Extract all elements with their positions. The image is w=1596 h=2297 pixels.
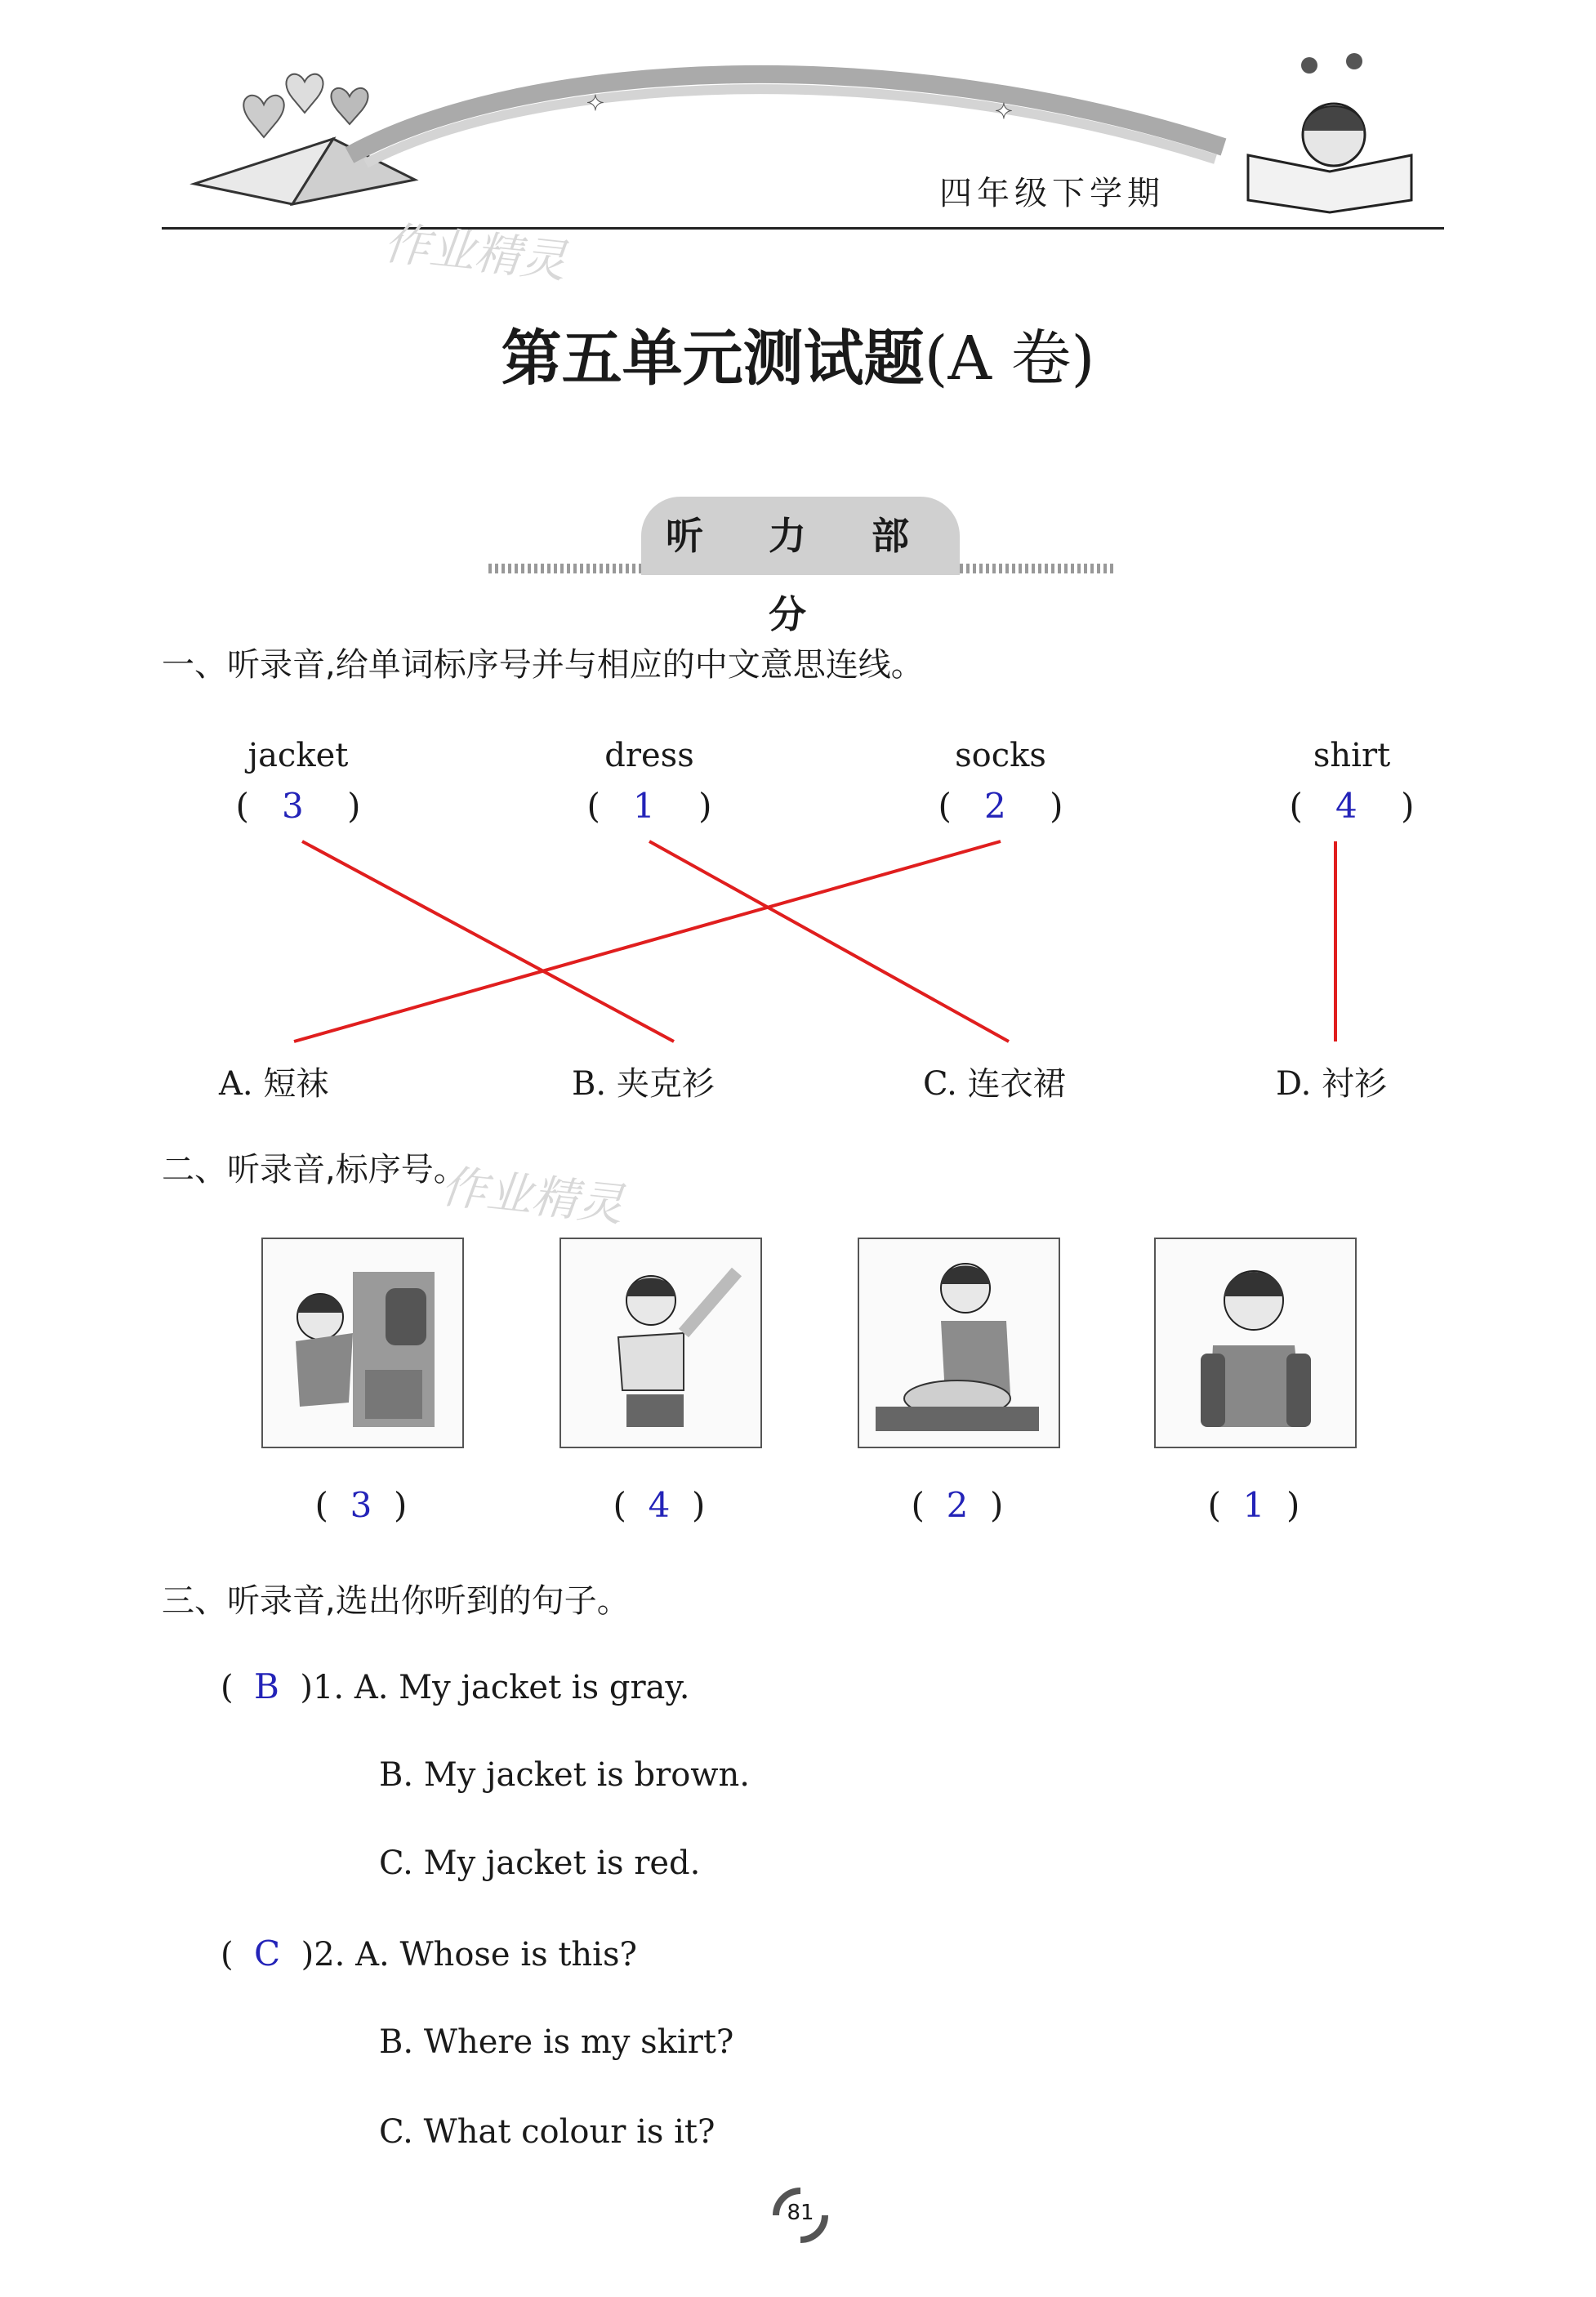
watermark: 作业精灵 [381,216,569,289]
boy-with-backpack-at-cabinet-icon [261,1238,464,1448]
heart-balloons-icon [243,74,368,137]
grade-label: 四年级下学期 [939,175,1165,212]
q1-answer: 4 [1335,786,1357,826]
q1-answer: 3 [281,786,304,826]
q1-word: dress [604,737,694,774]
q1-meaning: C. 连衣裙 [923,1065,1066,1103]
q3-number: )2. [301,1936,346,1974]
q1-heading: 一、听录音,给单词标序号并与相应的中文意思连线。 [162,646,924,684]
q3-option: B. My jacket is brown. [379,1756,751,1794]
q3-heading: 三、听录音,选出你听到的句子。 [162,1582,630,1620]
banner-dots-left [488,564,644,573]
q1-answer-box[interactable]: ( 4 ) [1289,786,1415,826]
q1-answer-box[interactable]: ( 2 ) [938,786,1063,826]
q1-answer-box[interactable]: ( 3 ) [235,786,361,826]
q2-answer-box[interactable]: ( 2 ) [911,1485,1004,1525]
q1-meaning: D. 衬衫 [1276,1065,1388,1103]
banner-dots-right [960,564,1115,573]
q3-item-1: ( B )1. A. My jacket is gray. [221,1666,690,1706]
q1-match-line [649,841,1009,1041]
q3-number: )1. [300,1669,345,1706]
q1-answer: 2 [983,786,1006,826]
q1-word: socks [955,737,1046,774]
star-icon: ✦ [586,91,604,116]
q1-word: jacket [247,737,349,774]
q3-option: B. Where is my skirt? [379,2023,734,2061]
title-main: 第五单元测试题 [501,323,925,394]
q3-option: A. Whose is this? [355,1936,637,1974]
q2-answer-box[interactable]: ( 3 ) [314,1485,408,1525]
header-rule [162,227,1444,230]
q1-answer-box[interactable]: ( 1 ) [586,786,712,826]
boy-washing-clothes-icon [858,1238,1060,1448]
q2-answer: 1 [1242,1485,1265,1525]
q3-option: C. What colour is it? [379,2113,716,2151]
q2-answer-box[interactable]: ( 4 ) [613,1485,706,1525]
watermark: 作业精灵 [438,1160,626,1233]
q2-answer-box[interactable]: ( 1 ) [1207,1485,1300,1525]
section-banner: 听 力 部 分 [641,497,960,575]
q3-answer[interactable]: B [254,1666,279,1706]
q3-option: C. My jacket is red. [379,1844,701,1882]
page-number: 81 [787,2201,814,2225]
page-number-badge [760,2183,841,2248]
q1-match-line [302,841,674,1041]
q3-option: A. My jacket is gray. [354,1669,690,1706]
q1-meaning: A. 短袜 [219,1065,329,1103]
q2-heading: 二、听录音,标序号。 [162,1151,466,1189]
star-icon: ✦ [995,100,1013,124]
q2-answer: 3 [350,1485,372,1525]
q2-answer: 4 [648,1485,671,1525]
header-decoration [162,49,1444,225]
q1-word: shirt [1313,737,1391,774]
q1-match-line [294,841,1001,1041]
boy-with-school-bag-icon [1154,1238,1357,1448]
q1-answer: 1 [632,786,655,826]
page-title [0,310,1596,397]
girl-reading-book-icon [1248,53,1411,212]
title-volume: (A 卷) [924,323,1095,394]
boy-putting-on-shirt-icon [559,1238,762,1448]
q1-meaning: B. 夹克衫 [572,1065,715,1103]
q3-answer[interactable]: C [254,1933,281,1974]
q3-item-2: ( C )2. A. Whose is this? [221,1933,637,1974]
q2-answer: 2 [946,1485,969,1525]
